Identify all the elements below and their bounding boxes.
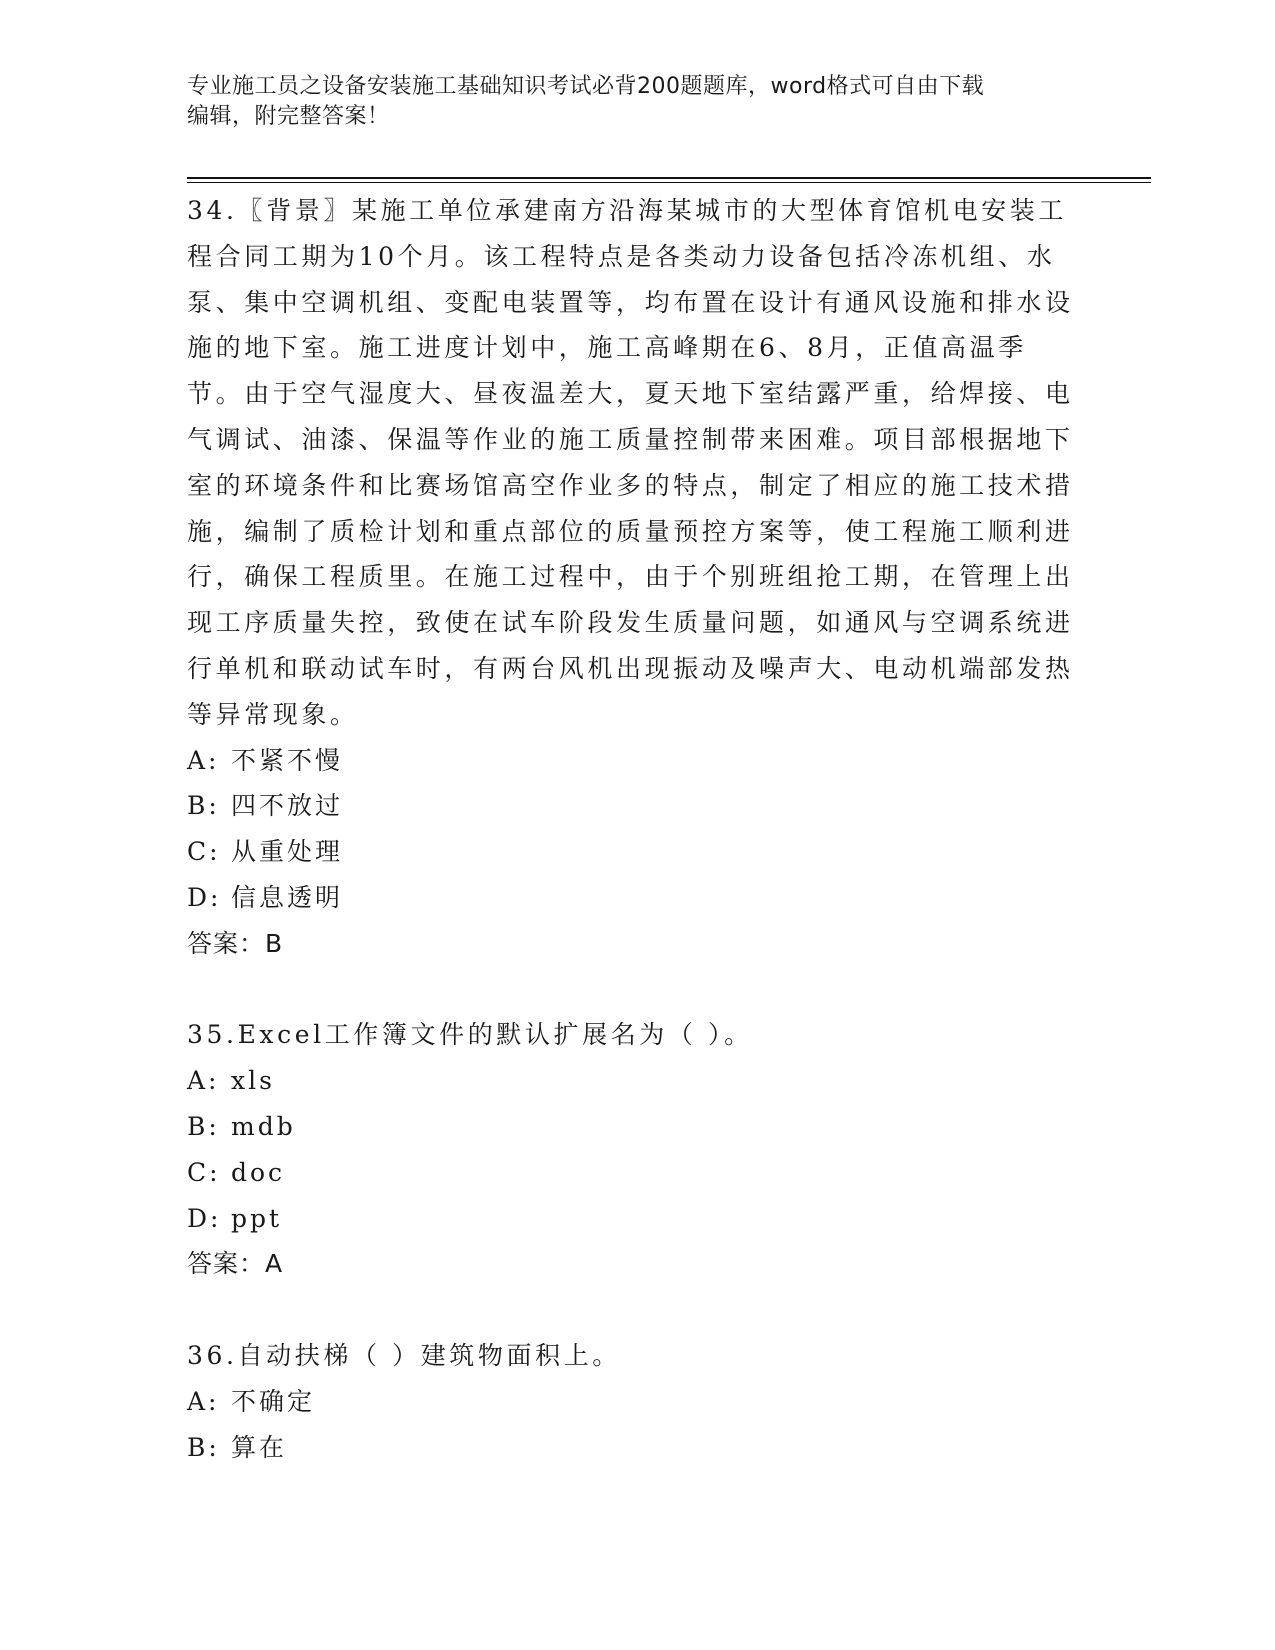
option-key: A:: [187, 1066, 220, 1096]
question-stem: [187, 188, 1077, 738]
question-text: 〖背景〗某施工单位承建南方沿海某城市的大型体育馆机电安装工程合同工期为10个月。该工程特点是各类动力设备包括冷冻机组、水泵、集中空调机组、变配电装置等，均布置在设计有通风设施和排水设施的地下室。施工进度计划中，施工高峰期在6、8月，正值高温季节。由于空气湿度大、昼夜温差大，夏天地下室结露严重，给焊接、电气调试、油漆、保温等作业的施工质量控制带来困难。项目部根据地下室的环境条件和比赛场馆高空作业多的特点，制定了相应的施工技术措施，编制了质检计划和重点部位的质量预控方案等，使工程施工顺利进行，确保工程质里。在施工过程中，由于个别班组抢工期，在管理上出现工序质量失控，致使在试车阶段发生质量问题，如通风与空调系统进行单机和联动试车时，有两台风机出现振动及噪声大、电动机端部发热等异常现象。: [187, 196, 1074, 729]
document-title-line-1: 专业施工员之设备安装施工基础知识考试必背200题题库，word格式可自由下载: [187, 74, 985, 99]
option-key: B:: [187, 791, 220, 821]
question-number: 35.: [187, 1020, 238, 1050]
option-d: [187, 875, 1077, 921]
option-text: 不确定: [231, 1386, 316, 1416]
question-34: [187, 188, 1077, 967]
option-d: [187, 1196, 1077, 1242]
option-c: [187, 829, 1077, 875]
option-text: doc: [231, 1157, 286, 1187]
option-key: A:: [187, 1386, 220, 1416]
option-text: 算在: [231, 1432, 288, 1462]
question-36: [187, 1333, 1077, 1470]
spacer: [187, 967, 1077, 1013]
option-a: [187, 1058, 1077, 1104]
option-b: [187, 783, 1077, 829]
question-stem: [187, 1012, 1077, 1058]
option-a: [187, 1379, 1077, 1425]
option-text: 从重处理: [231, 837, 344, 867]
option-key: B:: [187, 1111, 220, 1141]
option-key: B:: [187, 1432, 220, 1462]
question-number: 36.: [187, 1340, 238, 1370]
question-35: [187, 1012, 1077, 1287]
option-b: [187, 1425, 1077, 1471]
option-a: [187, 738, 1077, 784]
question-text: Excel工作簿文件的默认扩展名为（ ）。: [237, 1020, 753, 1050]
question-list: [187, 188, 1077, 1470]
question-stem: [187, 1333, 1077, 1379]
spacer: [187, 1287, 1077, 1333]
option-key: C:: [187, 1157, 221, 1187]
page-header: [187, 72, 1087, 132]
option-text: 四不放过: [231, 791, 344, 821]
option-key: D:: [187, 882, 222, 912]
option-b: [187, 1104, 1077, 1150]
option-key: C:: [187, 837, 221, 867]
document-title-line-2: 编辑，附完整答案！: [187, 104, 390, 129]
option-text: ppt: [231, 1203, 283, 1233]
question-number: 34.: [187, 196, 238, 225]
option-key: D:: [187, 1203, 222, 1233]
option-key: A:: [187, 745, 220, 775]
option-text: xls: [231, 1066, 275, 1096]
option-text: 不紧不慢: [231, 745, 344, 775]
answer-line: 答案：B: [187, 928, 284, 958]
question-text: 自动扶梯（ ）建筑物面积上。: [237, 1340, 621, 1370]
header-divider-thick: [187, 177, 1151, 179]
header-divider-thin: [187, 182, 1151, 183]
option-text: mdb: [231, 1111, 296, 1141]
option-c: [187, 1150, 1077, 1196]
answer-line: 答案：A: [187, 1249, 284, 1279]
option-text: 信息透明: [231, 882, 344, 912]
